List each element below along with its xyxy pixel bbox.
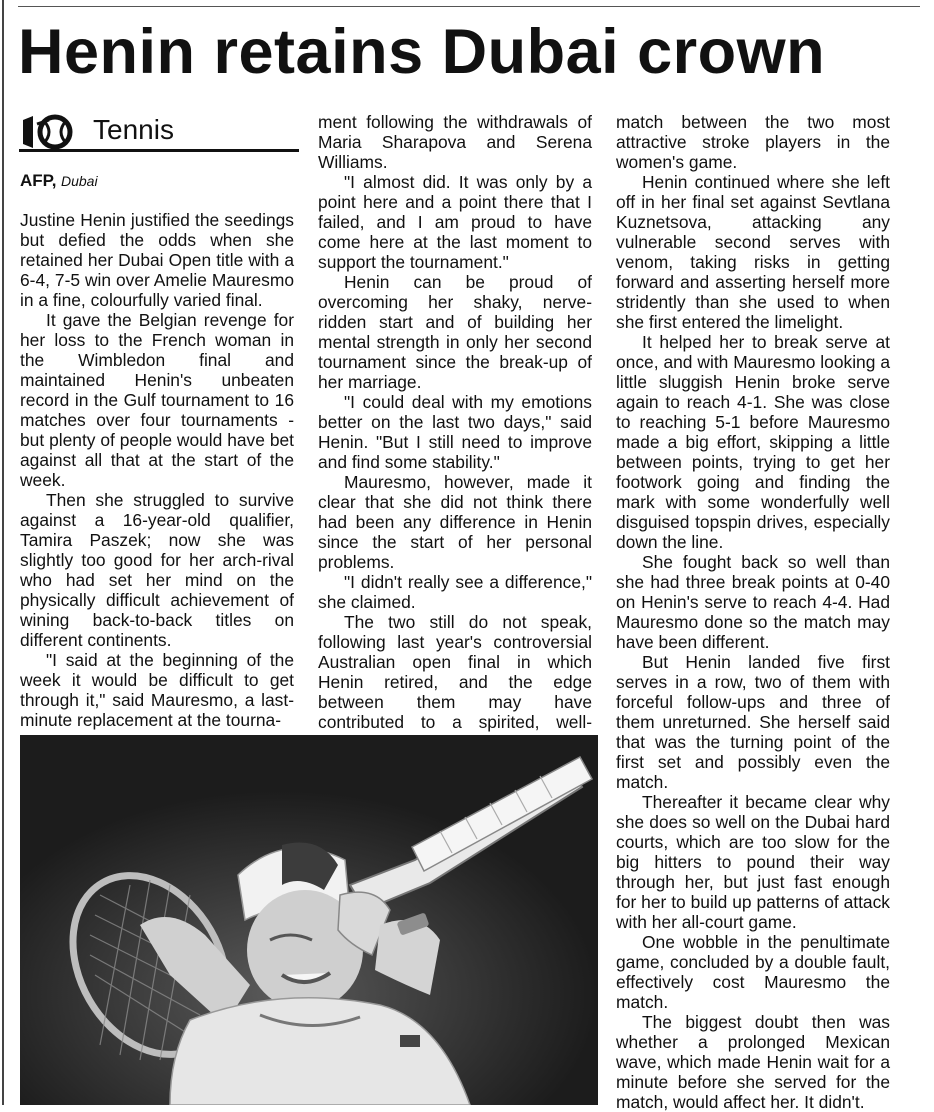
paragraph: "I didn't really see a difference," she claimed. xyxy=(318,572,592,612)
paragraph: But Henin landed five first serves in a row, two of them with forceful follow-ups and three of them unreturned. She herself said that was the turning point of the first set and possibly even the match. xyxy=(616,652,890,792)
paragraph: It helped her to break serve at once, and with Mauresmo looking a little sluggish Henin broke serve again to reach 4-1. She was close to reaching 5-1 before Mauresmo made a big effort, skipping a little between points, trying to get her footwork going and finding the mark with some wonderfully well disguised topspin drives, especially down the line. xyxy=(616,332,890,552)
paragraph: "I almost did. It was only by a point here and a point there that I failed, and I am proud to have come here at the last moment to support the tournament." xyxy=(318,172,592,272)
tennis-ball-icon xyxy=(19,112,81,150)
paragraph: Then she struggled to survive against a 16-year-old qualifier, Tamira Paszek; now she was slightly too good for her arch-rival who had set her mind on the physically difficult achievement of wining back-to-back titles on different continents. xyxy=(20,490,294,650)
paragraph: It gave the Belgian revenge for her loss to the French woman in the Wimbledon final and maintained Henin's unbeaten record in the Gulf tournament to 16 matches over four tournaments - but plenty of people would have bet against all that at the start of the week. xyxy=(20,310,294,490)
section-header xyxy=(19,108,299,152)
paragraph: ment following the withdrawals of Maria Sharapova and Serena Williams. xyxy=(318,112,592,172)
article-column-3 xyxy=(616,112,890,1112)
previous-article-strip xyxy=(18,0,920,7)
section-rule xyxy=(19,149,299,152)
paragraph: One wobble in the penultimate game, concluded by a double fault, effectively cost Mauresmo the match. xyxy=(616,932,890,1012)
article-column-1 xyxy=(20,210,294,730)
byline-agency: AFP, xyxy=(20,171,57,190)
article-photo xyxy=(20,735,598,1105)
tennis-player-photo xyxy=(20,735,598,1105)
paragraph: The biggest doubt then was whether a prolonged Mexican wave, which made Henin wait for a minute before she served for the match, would affect her. It didn't. xyxy=(616,1012,890,1112)
paragraph: Thereafter it became clear why she does so well on the Dubai hard courts, which are too slow for the big hitters to pound their way through her, but just fast enough for her to build up patterns of attack with her all-court game. xyxy=(616,792,890,932)
paragraph: "I said at the beginning of the week it would be difficult to get through it," said Mauresmo, a last-minute replacement at the tourna- xyxy=(20,650,294,730)
paragraph: match between the two most attractive stroke players in the women's game. xyxy=(616,112,890,172)
headline: Henin retains Dubai crown xyxy=(18,17,826,87)
paragraph: Henin can be proud of overcoming her shaky, nerve-ridden start and of building her mental strength in only her second tournament since the break-up of her marriage. xyxy=(318,272,592,392)
paragraph: Henin continued where she left off in her final set against Sevtlana Kuznetsova, attacking any vulnerable second serves with venom, taking risks in getting forward and asserting herself more stridently than she used to when she first entered the limelight. xyxy=(616,172,890,332)
article-column-2 xyxy=(318,112,592,752)
byline-location: Dubai xyxy=(61,173,98,189)
paragraph: "I could deal with my emotions better on the last two days," said Henin. "But I still need to improve and find some stability." xyxy=(318,392,592,472)
paragraph: She fought back so well than she had three break points at 0-40 on Henin's serve to reach 4-4. Had Mauresmo done so the match may have been different. xyxy=(616,552,890,652)
section-label: Tennis xyxy=(93,114,174,145)
paragraph: Justine Henin justified the seedings but defied the odds when she retained her Dubai Open title with a 6-4, 7-5 win over Amelie Mauresmo in a fine, colourfully varied final. xyxy=(20,210,294,310)
page-left-border xyxy=(2,0,4,1105)
byline xyxy=(20,170,98,193)
paragraph: The two still do not speak, following last year's controversial Australian open final in which Henin retired, and the edge between them may have contributed to a spirited, well- xyxy=(318,612,592,732)
paragraph: Mauresmo, however, made it clear that she did not think there had been any difference in Henin since the start of her personal problems. xyxy=(318,472,592,572)
